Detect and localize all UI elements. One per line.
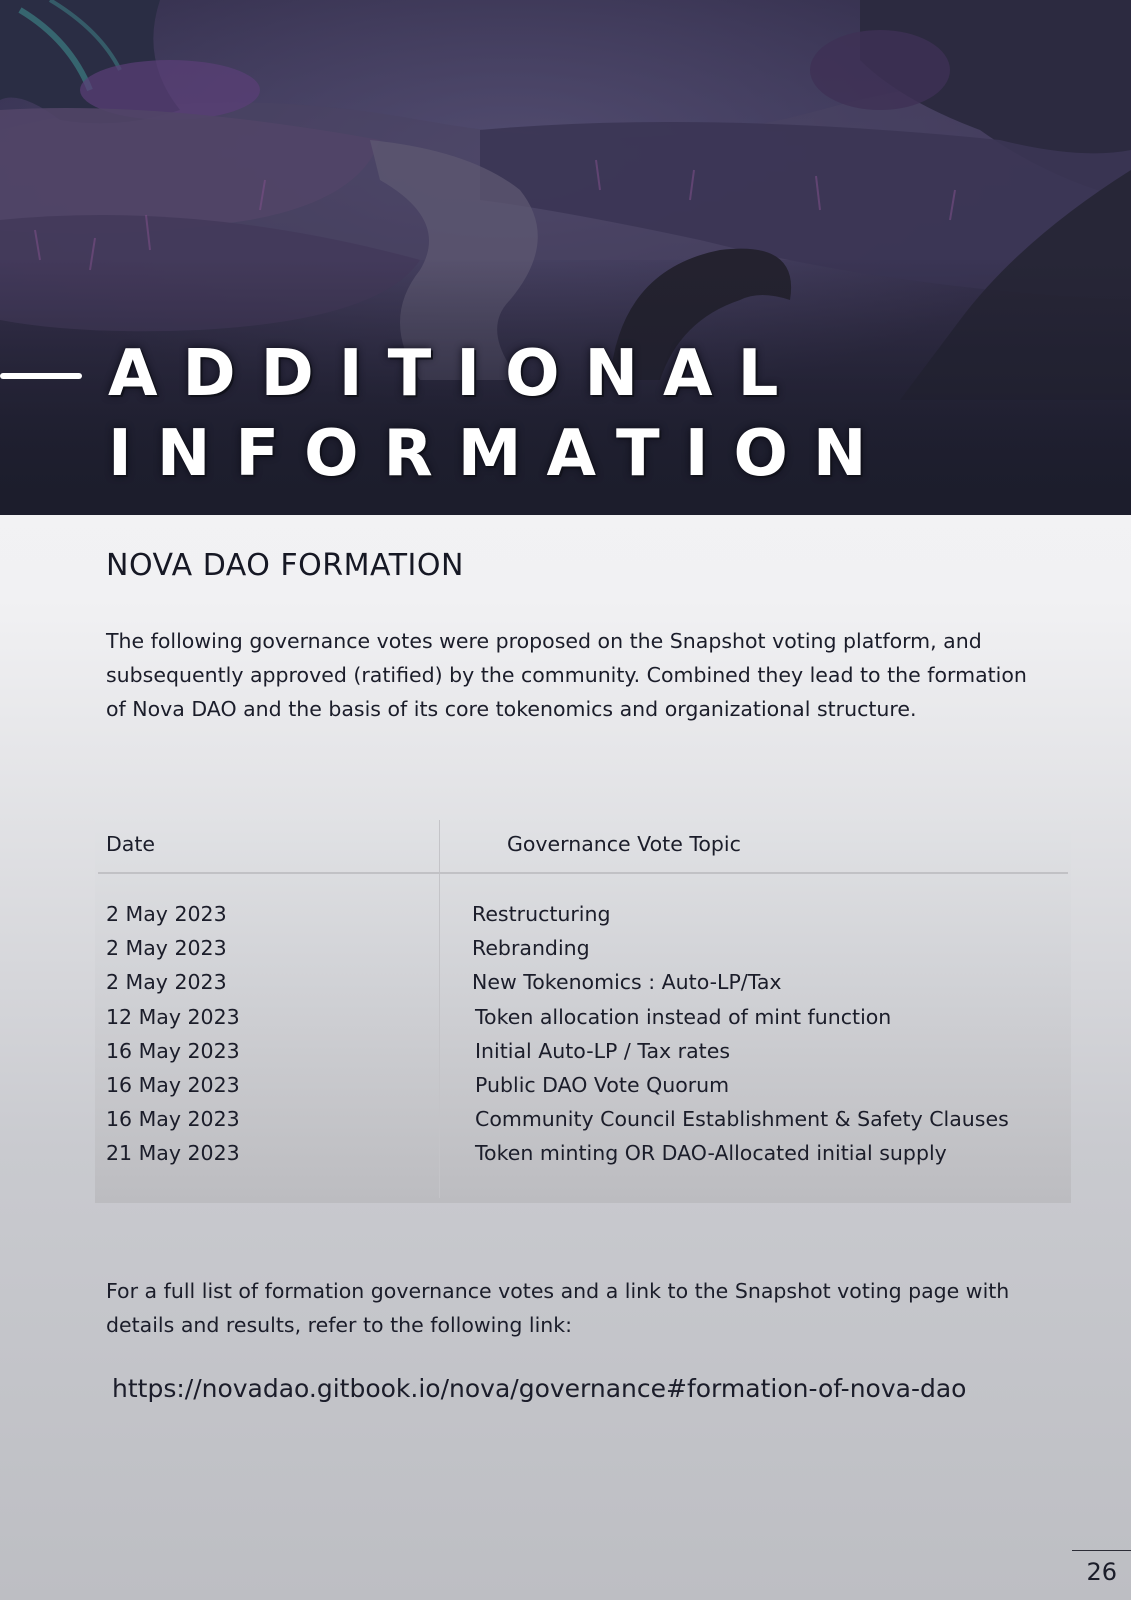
row-date: 16 May 2023: [106, 1038, 240, 1063]
table-row: [95, 931, 1071, 965]
governance-link[interactable]: https://novadao.gitbook.io/nova/governance#formation-of-nova-dao: [112, 1374, 967, 1403]
reference-paragraph: For a full list of formation governance votes and a link to the Snapshot voting page with details and results, refer to the following link:: [106, 1279, 1010, 1337]
row-date: 16 May 2023: [106, 1072, 240, 1097]
column-header-topic: Governance Vote Topic: [507, 832, 741, 856]
row-date: 2 May 2023: [106, 970, 227, 995]
table-row: [95, 1068, 1071, 1102]
table-row: [95, 1102, 1071, 1136]
page-title-line-1: ADDITIONAL: [108, 337, 804, 411]
page-title: [108, 334, 891, 494]
row-topic: Public DAO Vote Quorum: [475, 1072, 730, 1097]
hero-banner: [0, 0, 1131, 515]
row-date: 21 May 2023: [106, 1141, 240, 1166]
header-divider: [98, 872, 1068, 874]
page-title-line-2: INFORMATION: [108, 417, 892, 491]
intro-paragraph: The following governance votes were proposed on the Snapshot voting platform, and subsequently approved (ratified) by the community. Combined they lead to the formation of Nova DAO and the basis of its core tokenomics and organizational structure.: [106, 629, 1027, 721]
row-topic: Token allocation instead of mint function: [475, 1004, 892, 1029]
row-topic: Rebranding: [472, 936, 590, 961]
row-date: 2 May 2023: [106, 936, 227, 961]
row-date: 16 May 2023: [106, 1107, 240, 1132]
table-row: [95, 1034, 1071, 1068]
table-row: [95, 1000, 1071, 1034]
row-topic: Community Council Establishment & Safety Clauses: [475, 1107, 1009, 1132]
row-topic: Token minting OR DAO-Allocated initial supply: [475, 1141, 947, 1166]
table-row: [95, 965, 1071, 999]
row-date: 12 May 2023: [106, 1004, 240, 1029]
column-header-date: Date: [106, 832, 155, 856]
table-row: [95, 897, 1071, 931]
section-heading: NOVA DAO FORMATION: [106, 548, 464, 583]
row-topic: New Tokenomics : Auto-LP/Tax: [472, 970, 782, 995]
governance-votes-table: [95, 816, 1071, 1203]
table-body: [95, 897, 1071, 1171]
table-row: [95, 1136, 1071, 1170]
row-date: 2 May 2023: [106, 902, 227, 926]
row-topic: Restructuring: [472, 902, 611, 926]
title-accent-line: [0, 373, 82, 379]
row-topic: Initial Auto-LP / Tax rates: [475, 1038, 730, 1063]
page-number: 26: [1086, 1558, 1117, 1586]
page-number-rule: [1072, 1550, 1131, 1551]
